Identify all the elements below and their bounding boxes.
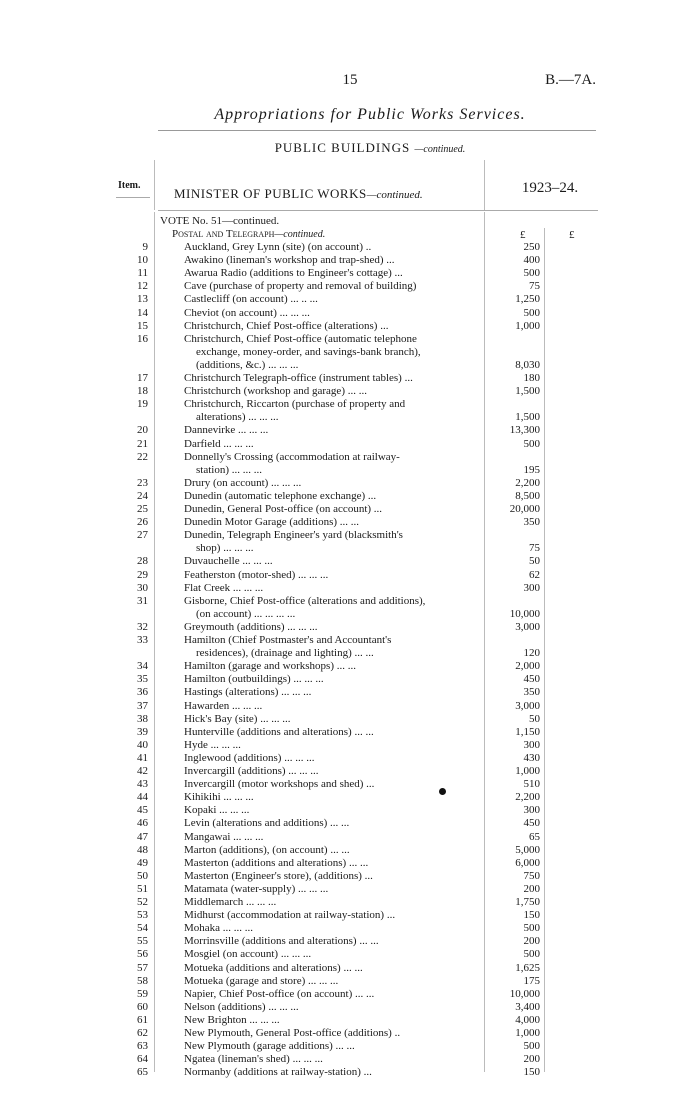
item-amount: 5,000 — [515, 843, 540, 856]
table-row — [0, 844, 700, 857]
item-number: 9 — [142, 241, 148, 253]
table-row — [0, 870, 700, 883]
item-number: 24 — [137, 489, 148, 502]
table-row — [0, 254, 700, 267]
table-row — [0, 438, 700, 451]
item-description: Mohaka ... ... ... — [184, 922, 254, 935]
item-number: 48 — [137, 843, 148, 856]
item-amount: 500 — [523, 1040, 540, 1053]
item-number: 58 — [137, 974, 148, 987]
item-description: Hunterville (additions and alterations) ... ... — [184, 725, 374, 738]
item-amount: 1,625 — [515, 961, 540, 974]
item-amount: 50 — [529, 712, 540, 725]
table-row — [0, 595, 700, 608]
item-description: Awakino (lineman's workshop and trap-shed) ... — [184, 254, 395, 267]
item-number: 17 — [137, 372, 148, 384]
table-row — [0, 765, 700, 778]
table-row — [0, 817, 700, 830]
item-number: 51 — [137, 882, 148, 895]
item-description: Awarua Radio (additions to Engineer's cottage) ... — [184, 267, 403, 280]
table-row — [0, 267, 700, 280]
table-row — [0, 1027, 700, 1040]
item-amount: 6,000 — [515, 856, 540, 869]
table-row — [0, 988, 700, 1001]
table-row — [0, 490, 700, 503]
item-number: 43 — [137, 778, 148, 791]
table-row — [0, 477, 700, 490]
item-description: Duvauchelle ... ... ... — [184, 555, 273, 568]
item-description: Hastings (alterations) ... ... ... — [184, 686, 312, 699]
item-description: (on account) ... ... ... ... — [196, 607, 296, 620]
item-amount: 8,030 — [515, 358, 540, 371]
item-amount: 200 — [523, 882, 540, 895]
item-description: Flat Creek ... ... ... — [184, 581, 264, 594]
table-row — [0, 293, 700, 306]
item-amount: 150 — [523, 1066, 540, 1079]
item-description: Christchurch Telegraph-office (instrument tables) ... — [184, 372, 413, 384]
item-amount: 3,000 — [515, 699, 540, 712]
page-title: Appropriations for Public Works Services. — [214, 106, 526, 123]
item-amount: 450 — [523, 673, 540, 686]
table-row — [0, 516, 700, 529]
item-description: Napier, Chief Post-office (on account) ... ... — [184, 987, 375, 1000]
title-rule — [158, 130, 596, 131]
minister-continued: —continued. — [366, 189, 423, 201]
item-number: 53 — [137, 909, 148, 922]
item-amount: 10,000 — [509, 987, 540, 1000]
item-description: Darfield ... ... ... — [184, 437, 254, 450]
item-number: 29 — [137, 568, 148, 581]
item-description: shop) ... ... ... — [196, 542, 254, 555]
table-row — [0, 411, 700, 424]
item-amount: 300 — [523, 738, 540, 751]
item-header-rule — [116, 197, 150, 198]
item-amount: 150 — [523, 909, 540, 922]
item-amount: 500 — [523, 267, 540, 280]
table-row — [0, 464, 700, 477]
table-row — [0, 673, 700, 686]
item-amount: 8,500 — [515, 489, 540, 502]
item-description: Featherston (motor-shed) ... ... ... — [184, 568, 329, 581]
table-row — [0, 857, 700, 870]
item-number: 60 — [137, 1000, 148, 1013]
item-description: Morrinsville (additions and alterations) ... ... — [184, 935, 379, 948]
table-row — [0, 647, 700, 660]
table-row — [0, 1001, 700, 1014]
item-amount: 65 — [529, 830, 540, 843]
table-row — [0, 660, 700, 673]
item-number: 30 — [137, 581, 148, 594]
item-description: Marton (additions), (on account) ... ... — [184, 843, 350, 856]
item-description: Masterton (additions and alterations) ... ... — [184, 856, 369, 869]
item-description: Normanby (additions at railway-station) ... — [184, 1066, 372, 1079]
item-column-header: Item. — [118, 180, 141, 191]
item-number: 28 — [137, 555, 148, 568]
item-description: Masterton (Engineer's store), (additions) ... — [184, 869, 373, 882]
item-number: 41 — [137, 751, 148, 764]
item-amount: 500 — [523, 306, 540, 319]
item-description: Dunedin Motor Garage (additions) ... ... — [184, 516, 360, 529]
item-amount: 1,000 — [515, 765, 540, 777]
page-number: 15 — [342, 72, 358, 88]
table-row — [0, 883, 700, 896]
table-row — [0, 804, 700, 817]
item-amount: 200 — [523, 935, 540, 948]
item-amount: 300 — [523, 581, 540, 594]
item-number: 62 — [137, 1027, 148, 1039]
item-description: Castlecliff (on account) ... .. ... — [184, 293, 318, 306]
item-amount: 50 — [529, 555, 540, 568]
table-row — [0, 555, 700, 568]
item-description: Christchurch, Chief Post-office (alterations) ... — [184, 319, 389, 332]
item-amount: 120 — [523, 647, 540, 660]
table-row — [0, 608, 700, 621]
item-number: 47 — [137, 830, 148, 843]
table-row — [0, 713, 700, 726]
item-number: 12 — [137, 280, 148, 293]
table-row — [0, 962, 700, 975]
item-number: 37 — [137, 699, 148, 712]
table-row — [0, 726, 700, 739]
item-amount: 3,400 — [515, 1000, 540, 1013]
item-number: 49 — [137, 856, 148, 869]
header-bottom-rule — [158, 210, 598, 211]
item-number: 27 — [137, 529, 148, 542]
table-row — [0, 542, 700, 555]
item-amount: 2,200 — [515, 791, 540, 804]
item-number: 63 — [137, 1040, 148, 1053]
item-description: residences), (drainage and lighting) ... ... — [196, 647, 374, 660]
table-row — [0, 333, 700, 346]
item-amount: 300 — [523, 804, 540, 817]
item-number: 31 — [137, 594, 148, 607]
item-number: 52 — [137, 896, 148, 908]
item-amount: 3,000 — [515, 620, 540, 633]
table-row — [0, 359, 700, 372]
item-amount: 1,000 — [515, 1027, 540, 1039]
item-description: Invercargill (motor workshops and shed) ... — [184, 778, 375, 791]
table-row — [0, 1014, 700, 1027]
item-number: 13 — [137, 293, 148, 306]
item-description: Hamilton (outbuildings) ... ... ... — [184, 673, 324, 686]
item-amount: 500 — [523, 437, 540, 450]
item-number: 21 — [137, 437, 148, 450]
table-row — [0, 385, 700, 398]
minister-main: MINISTER OF PUBLIC WORKS — [174, 186, 367, 201]
item-description: Cave (purchase of property and removal of building) — [184, 280, 417, 293]
item-description: Middlemarch ... ... ... — [184, 896, 277, 908]
table-row — [0, 791, 700, 804]
item-amount: 75 — [529, 280, 540, 293]
item-amount: 500 — [523, 948, 540, 961]
item-amount: 1,500 — [515, 411, 540, 424]
item-amount: 350 — [523, 686, 540, 699]
item-number: 36 — [137, 686, 148, 699]
item-description: Drury (on account) ... ... ... — [184, 476, 302, 489]
table-row — [0, 346, 700, 359]
year-heading: 1923–24. — [521, 180, 579, 196]
section-continued: —continued. — [274, 229, 326, 240]
item-description: Hamilton (garage and workshops) ... ... — [184, 660, 356, 673]
currency-symbol-col2: £ — [569, 229, 575, 241]
table-row — [0, 529, 700, 542]
item-description: New Plymouth, General Post-office (additions) .. — [184, 1027, 401, 1039]
item-amount: 1,750 — [515, 896, 540, 908]
item-amount: 2,000 — [515, 660, 540, 673]
item-description: Invercargill (additions) ... ... ... — [184, 765, 319, 777]
item-description: alterations) ... ... ... — [196, 411, 279, 424]
item-amount: 250 — [523, 241, 540, 253]
year-col-divider — [484, 160, 485, 210]
item-description: Matamata (water-supply) ... ... ... — [184, 882, 329, 895]
table-row — [0, 935, 700, 948]
item-amount: 450 — [523, 817, 540, 830]
table-row — [0, 948, 700, 961]
item-amount: 20,000 — [509, 503, 540, 515]
item-number: 50 — [137, 869, 148, 882]
minister-heading — [174, 186, 423, 202]
item-description: Nelson (additions) ... ... ... — [184, 1000, 299, 1013]
subtitle-main: PUBLIC BUILDINGS — [274, 140, 411, 155]
item-number: 55 — [137, 935, 148, 948]
item-amount: 500 — [523, 922, 540, 935]
item-description: (additions, &c.) ... ... ... — [196, 358, 299, 371]
item-description: Dunedin, Telegraph Engineer's yard (blacksmith's — [184, 529, 403, 542]
currency-symbol-col1: £ — [520, 229, 526, 241]
table-row — [0, 922, 700, 935]
item-number: 39 — [137, 725, 148, 738]
table-row — [0, 1053, 700, 1066]
item-amount: 2,200 — [515, 476, 540, 489]
item-description: Cheviot (on account) ... ... ... — [184, 306, 310, 319]
table-row — [0, 451, 700, 464]
item-number: 35 — [137, 673, 148, 686]
item-amount: 350 — [523, 516, 540, 529]
table-row — [0, 424, 700, 437]
item-description: Kihikihi ... ... ... — [184, 791, 254, 804]
item-number: 56 — [137, 948, 148, 961]
table-row — [0, 398, 700, 411]
item-description: Dunedin (automatic telephone exchange) ... — [184, 489, 377, 502]
item-number: 44 — [137, 791, 148, 804]
item-amount: 75 — [529, 542, 540, 555]
item-amount: 180 — [523, 372, 540, 384]
section-heading — [172, 228, 325, 240]
item-amount: 195 — [523, 463, 540, 476]
item-description: Midhurst (accommodation at railway-station) ... — [184, 909, 396, 922]
ink-dot — [439, 788, 446, 795]
item-number: 18 — [137, 385, 148, 398]
item-description: Inglewood (additions) ... ... ... — [184, 751, 315, 764]
item-description: Hawarden ... ... ... — [184, 699, 263, 712]
item-number: 10 — [137, 254, 148, 267]
item-amount: 175 — [523, 974, 540, 987]
item-amount: 13,300 — [509, 424, 540, 437]
item-description: Hyde ... ... ... — [184, 738, 241, 751]
item-number: 65 — [137, 1066, 148, 1079]
item-amount: 430 — [523, 751, 540, 764]
table-row — [0, 582, 700, 595]
item-number: 20 — [137, 424, 148, 437]
item-description: Mosgiel (on account) ... ... ... — [184, 948, 312, 961]
table-row — [0, 700, 700, 713]
table-row — [0, 241, 700, 254]
item-number: 33 — [137, 634, 148, 646]
item-description: Dunedin, General Post-office (on account) ... — [184, 503, 383, 515]
item-description: Kopaki ... ... ... — [184, 804, 250, 817]
item-description: Gisborne, Chief Post-office (alterations and additions), — [184, 594, 426, 607]
table-row — [0, 1040, 700, 1053]
item-number: 45 — [137, 804, 148, 817]
item-amount: 750 — [523, 869, 540, 882]
item-number: 38 — [137, 712, 148, 725]
item-amount: 62 — [529, 568, 540, 581]
item-description: Auckland, Grey Lynn (site) (on account) .. — [184, 241, 372, 253]
table-row — [0, 621, 700, 634]
item-number: 32 — [137, 620, 148, 633]
table-row — [0, 975, 700, 988]
item-number: 16 — [137, 332, 148, 345]
table-row — [0, 320, 700, 333]
item-amount: 1,150 — [515, 725, 540, 738]
item-amount: 200 — [523, 1053, 540, 1066]
item-number: 42 — [137, 765, 148, 777]
item-description: Greymouth (additions) ... ... ... — [184, 620, 318, 633]
item-number: 19 — [137, 398, 148, 411]
item-amount: 1,250 — [515, 293, 540, 306]
item-amount: 4,000 — [515, 1013, 540, 1026]
item-col-divider-top — [154, 160, 155, 210]
item-description: Christchurch (workshop and garage) ... ... — [184, 385, 367, 398]
table-row — [0, 372, 700, 385]
section-main: Postal and Telegraph — [172, 228, 275, 240]
item-number: 25 — [137, 503, 148, 515]
table-row — [0, 634, 700, 647]
subtitle-continued: —continued. — [414, 144, 466, 155]
item-number: 11 — [137, 267, 148, 280]
item-description: Motueka (additions and alterations) ... ... — [184, 961, 363, 974]
section-subtitle — [0, 140, 700, 156]
item-number: 46 — [137, 817, 148, 830]
item-description: Christchurch, Riccarton (purchase of property and — [184, 398, 406, 411]
item-description: New Brighton ... ... ... — [184, 1013, 280, 1026]
item-description: Mangawai ... ... ... — [184, 830, 264, 843]
item-description: Christchurch, Chief Post-office (automatic telephone — [184, 332, 417, 345]
item-description: Levin (alterations and additions) ... ... — [184, 817, 350, 830]
item-description: Donnelly's Crossing (accommodation at railway- — [184, 450, 400, 463]
table-row — [0, 831, 700, 844]
item-number: 59 — [137, 987, 148, 1000]
table-row — [0, 778, 700, 791]
table-row — [0, 739, 700, 752]
item-amount: 510 — [523, 778, 540, 791]
table-row — [0, 1066, 700, 1079]
table-row — [0, 909, 700, 922]
item-description: Ngatea (lineman's shed) ... ... ... — [184, 1053, 323, 1066]
item-number: 15 — [137, 319, 148, 332]
table-row — [0, 307, 700, 320]
item-number: 23 — [137, 476, 148, 489]
item-number: 54 — [137, 922, 148, 935]
table-row — [0, 896, 700, 909]
item-description: New Plymouth (garage additions) ... ... — [184, 1040, 355, 1053]
item-description: Motueka (garage and store) ... ... ... — [184, 974, 339, 987]
item-number: 14 — [137, 306, 148, 319]
table-row — [0, 569, 700, 582]
item-amount: 1,000 — [515, 319, 540, 332]
item-number: 34 — [137, 660, 148, 673]
item-description: station) ... ... ... — [196, 463, 262, 476]
document-code: B.—7A. — [545, 72, 596, 88]
table-row — [0, 686, 700, 699]
item-description: Dannevirke ... ... ... — [184, 424, 269, 437]
item-amount: 10,000 — [509, 607, 540, 620]
item-number: 57 — [137, 961, 148, 974]
table-row — [0, 503, 700, 516]
item-description: exchange, money-order, and savings-bank branch), — [196, 345, 421, 358]
item-amount: 400 — [523, 254, 540, 267]
table-row — [0, 280, 700, 293]
item-description: Hamilton (Chief Postmaster's and Accountant's — [184, 634, 392, 646]
item-number: 61 — [137, 1013, 148, 1026]
item-number: 64 — [137, 1053, 148, 1066]
item-number: 26 — [137, 516, 148, 529]
item-number: 40 — [137, 738, 148, 751]
item-description: Hick's Bay (site) ... ... ... — [184, 712, 291, 725]
item-amount: 1,500 — [515, 385, 540, 398]
table-row — [0, 752, 700, 765]
item-number: 22 — [137, 450, 148, 463]
vote-line: VOTE No. 51—continued. — [160, 215, 280, 227]
